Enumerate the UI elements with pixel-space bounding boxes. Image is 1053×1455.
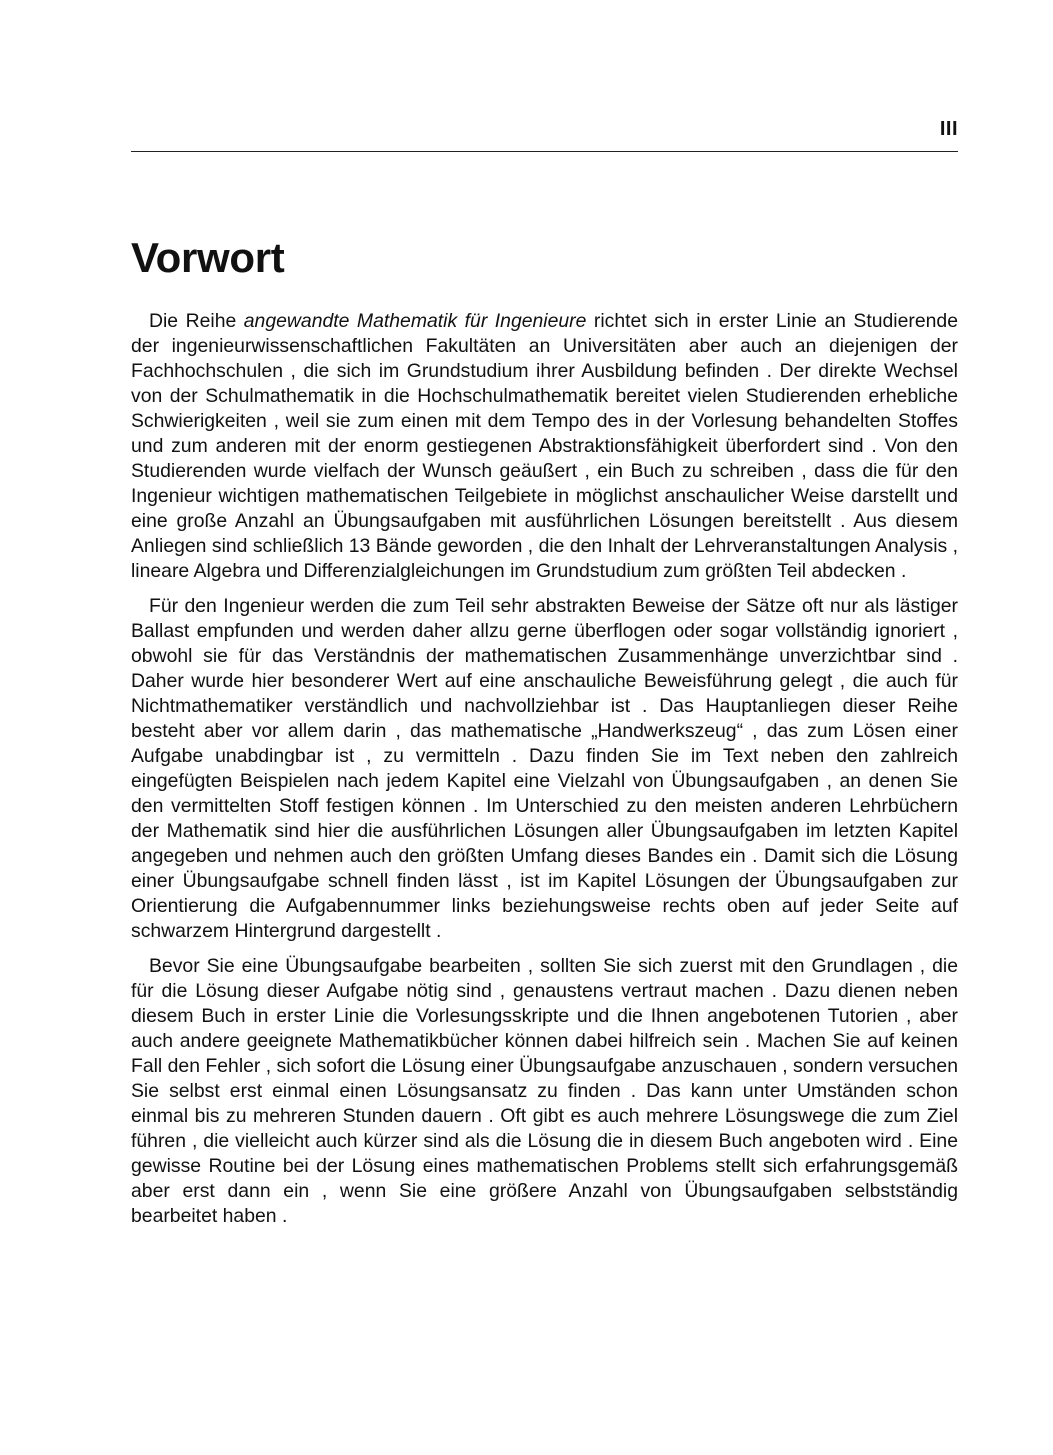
series-title: angewandte Mathematik für Ingenieure [243,310,587,332]
preface-body [131,309,958,1239]
paragraph-1-lead: Die Reihe [149,310,244,332]
paragraph-3: Bevor Sie eine Übungsaufgabe bearbeiten , sollten Sie sich zuerst mit den Grundlagen , die für die Lösung dieser Aufgabe nötig sind , genaustens vertraut machen . Dazu dienen neben diesem Buch in erster Linie die Vorlesungsskripte und die Ihnen angebotenen Tutorien , aber auch andere geeignete Mathematikbücher können dabei hilfreich sein . Machen Sie auf keinen Fall den Fehler , sich sofort die Lösung einer Übungsaufgabe anzuschauen , sondern versuchen Sie selbst erst einmal einen Lösungsansatz zu finden . Das kann unter Umständen schon einmal bis zu mehreren Stunden dauern . Oft gibt es auch mehrere Lösungswege die zum Ziel führen , die vielleicht auch kürzer sind als die Lösung die in diesem Buch angeboten wird . Eine gewisse Routine bei der Lösung eines mathematischen Problems stellt sich erfahrungsgemäß aber erst dann ein , wenn Sie eine größere Anzahl von Übungsaufgaben selbstständig bearbeitet haben . [131,955,958,1227]
paragraph-1 [131,309,958,584]
page-number: III [939,118,958,140]
paragraph-2: Für den Ingenieur werden die zum Teil sehr abstrakten Beweise der Sätze oft nur als lästiger Ballast empfunden und werden daher allzu gerne überflogen oder sogar vollständig ignoriert , obwohl sie für das Verständnis der mathematischen Zusammenhänge unverzichtbar sind . Daher wurde hier besonderer Wert auf eine anschauliche Beweisführung gelegt , die auch für Nichtmathematiker verständlich und nachvollziehbar ist . Das Hauptanliegen dieser Reihe besteht aber vor allem darin , das mathematische „Handwerkszeug“ , das zum Lösen einer Aufgabe unabdingbar ist , zu vermitteln . Dazu finden Sie im Text neben den zahlreich eingefügten Beispielen nach jedem Kapitel eine Vielzahl von Übungsaufgaben , an denen Sie den vermittelten Stoff festigen können . Im Unterschied zu den meisten anderen Lehrbüchern der Mathematik sind hier die ausführlichen Lösungen aller Übungsaufgaben im letzten Kapitel angegeben und nehmen auch den größten Umfang dieses Bandes ein . Damit sich die Lösung einer Übungsaufgabe schnell finden lässt , ist im Kapitel Lösungen der Übungsaufgaben zur Orientierung die Aufgabennummer links beziehungsweise rechts oben auf jeder Seite auf schwarzem Hintergrund dargestellt . [131,595,958,942]
paragraph-1-text: richtet sich in erster Linie an Studierende der ingenieurwissenschaftlichen Fakultäten an Universitäten aber auch an diejenigen der Fachhochschulen , die sich im Grundstudium ihrer Ausbildung befinden . Der direkte Wechsel von der Schulmathematik in die Hochschulmathematik bereitet vielen Studierenden erhebliche Schwierigkeiten , weil sie zum einen mit dem Tempo des in der Vorlesung behandelten Stoffes und zum anderen mit der enorm gestiegenen Abstraktionsfähigkeit überfordert sind . Von den Studierenden wurde vielfach der Wunsch geäußert , ein Buch zu schreiben , dass die für den Ingenieur wichtigen mathematischen Teilgebiete in möglichst anschaulicher Weise darstellt und eine große Anzahl an Übungsaufgaben mit ausführlichen Lösungen bereitstellt . Aus diesem Anliegen sind schließlich 13 Bände geworden , die den Inhalt der Lehrveranstaltungen Analysis , lineare Algebra und Differenzialgleichungen im Grundstudium zum größten Teil abdecken . [131,310,958,582]
chapter-title: Vorwort [131,234,285,281]
running-header [131,118,958,152]
